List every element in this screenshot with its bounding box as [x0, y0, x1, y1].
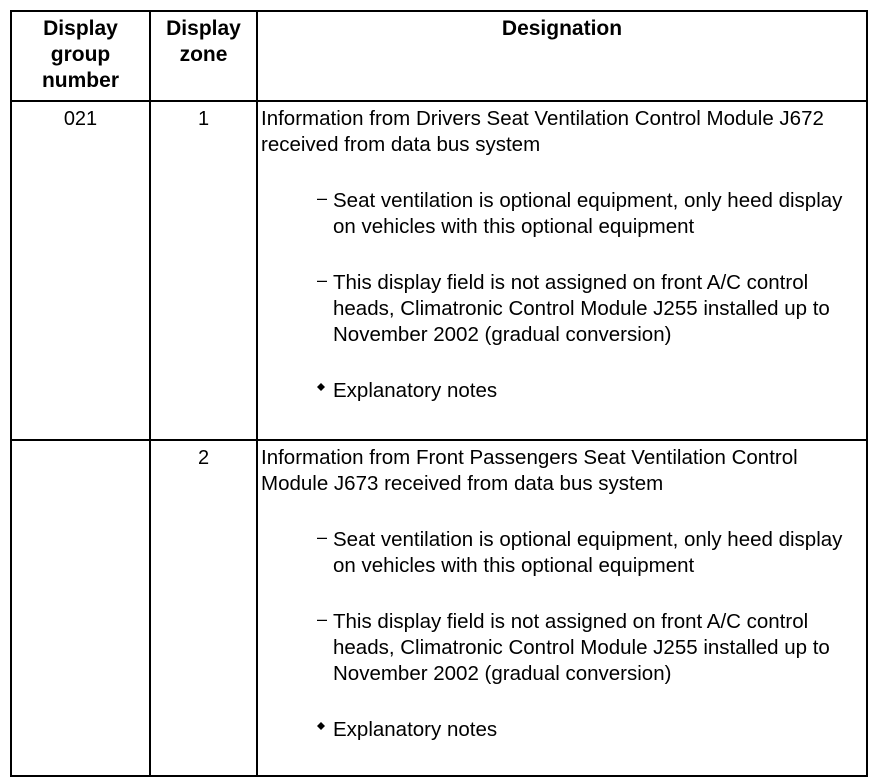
explanatory-notes — [261, 717, 866, 743]
explanatory-notes-label: Explanatory notes — [333, 718, 498, 741]
dash-icon: – — [317, 527, 328, 547]
designation-info: Information from Front Passengers Seat Ventilation Control Module J673 received from data bus system — [261, 446, 798, 495]
table-row — [11, 440, 867, 776]
diamond-bullet-icon — [317, 722, 325, 730]
explanatory-notes — [261, 378, 866, 404]
designation-note — [261, 270, 866, 348]
designation-note — [261, 609, 866, 687]
dash-icon: – — [317, 188, 328, 208]
header-display-group-number: Display group number — [11, 11, 150, 101]
dash-icon: – — [317, 270, 328, 290]
note-text: This display field is not assigned on front A/C control heads, Climatronic Control Module J255 installed up to November 2002 (gradual conversion) — [333, 271, 830, 346]
designation-note — [261, 188, 866, 240]
designation-cell — [257, 101, 867, 440]
explanatory-notes-label: Explanatory notes — [333, 379, 498, 402]
header-display-zone: Display zone — [150, 11, 257, 101]
zone-cell: 1 — [150, 101, 257, 440]
header-designation: Designation — [257, 11, 867, 101]
designation-cell — [257, 440, 867, 776]
dash-icon: – — [317, 609, 328, 629]
display-group-table — [10, 10, 868, 777]
diamond-bullet-icon — [317, 383, 325, 391]
zone-cell: 2 — [150, 440, 257, 776]
group-number-cell: 021 — [11, 101, 150, 440]
note-text: Seat ventilation is optional equipment, only heed display on vehicles with this optional equipment — [333, 528, 843, 577]
designation-note — [261, 527, 866, 579]
header-row — [11, 11, 867, 101]
group-number-cell — [11, 440, 150, 776]
note-text: This display field is not assigned on front A/C control heads, Climatronic Control Module J255 installed up to November 2002 (gradual conversion) — [333, 610, 830, 685]
designation-info: Information from Drivers Seat Ventilation Control Module J672 received from data bus system — [261, 107, 824, 156]
note-text: Seat ventilation is optional equipment, only heed display on vehicles with this optional equipment — [333, 189, 843, 238]
table-row — [11, 101, 867, 440]
